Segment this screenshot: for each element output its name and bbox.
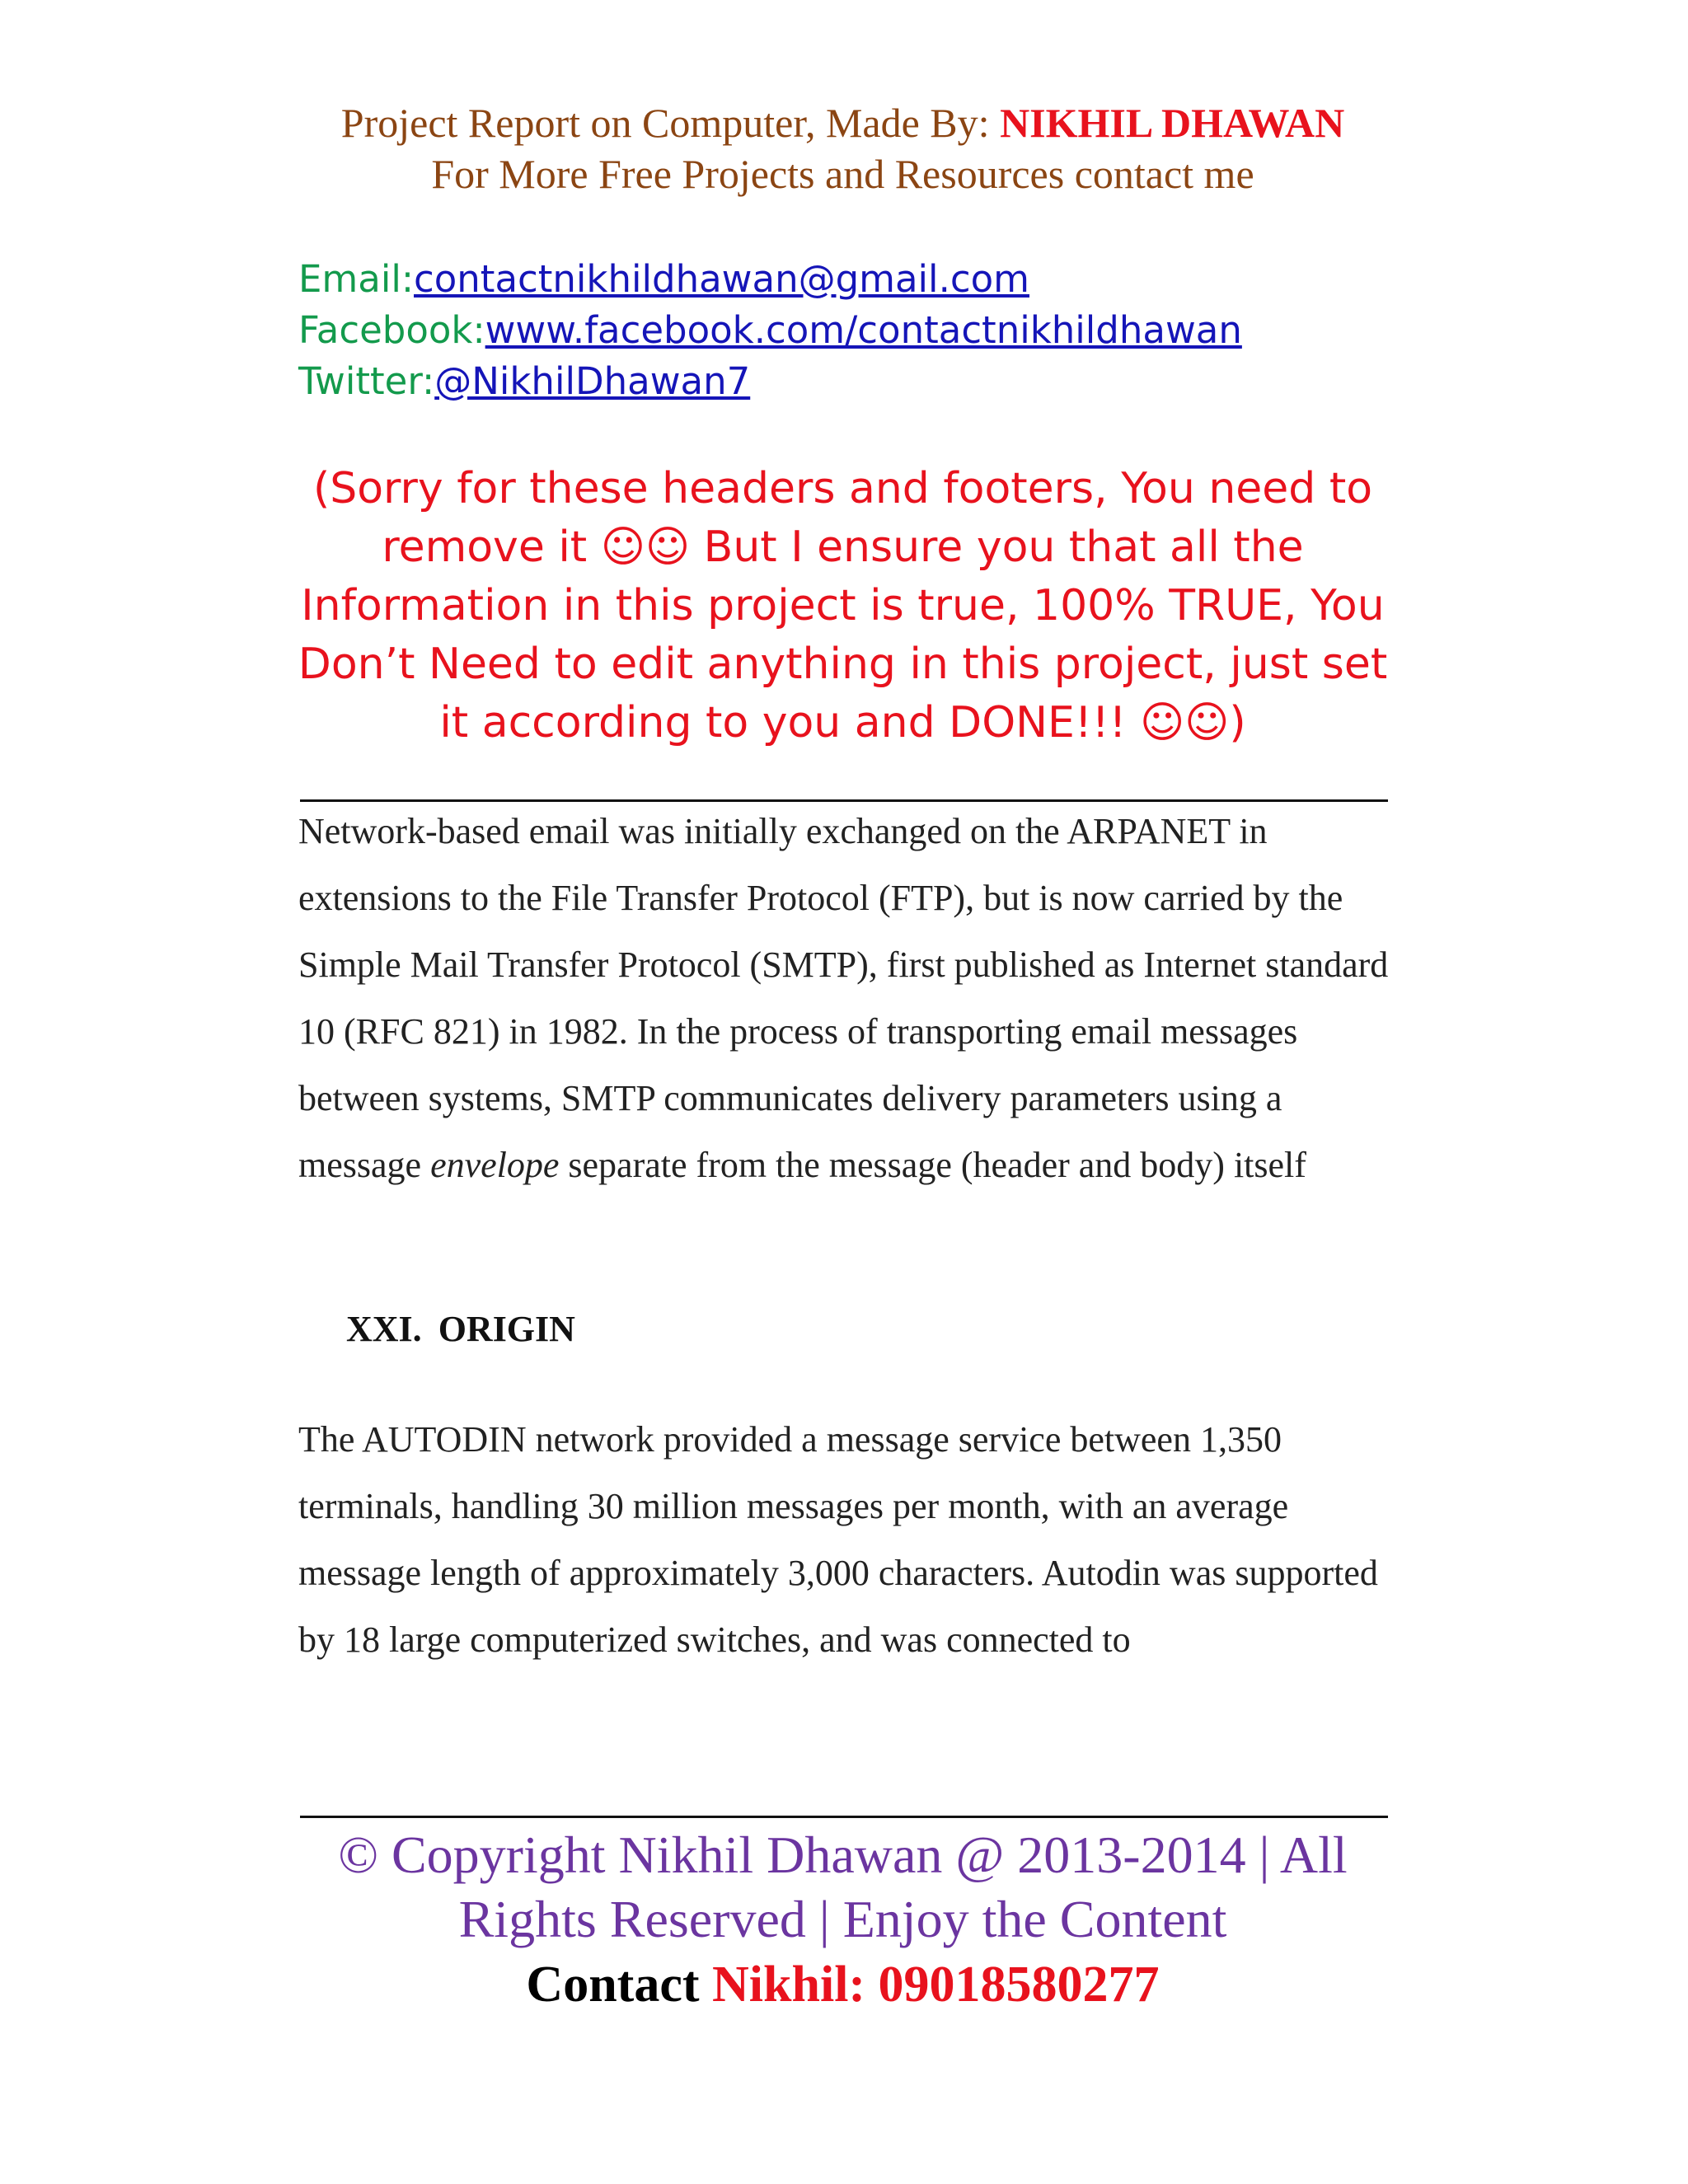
contact-phone: Nikhil: 09018580277 (712, 1957, 1160, 2013)
contact-line (288, 1952, 1397, 2018)
paragraph-1-text-end: separate from the message (header and body) itself (559, 1145, 1306, 1185)
email-label: Email: (298, 257, 415, 301)
twitter-row (298, 356, 1390, 407)
copyright-text: © Copyright Nikhil Dhawan @ 2013-2014 | All Rights Reserved | Enjoy the Content (338, 1825, 1348, 1948)
contact-block (298, 254, 1390, 407)
header-line-1 (297, 97, 1389, 148)
section-title: ORIGIN (438, 1309, 575, 1349)
twitter-link[interactable]: @NikhilDhawan7 (434, 359, 751, 403)
facebook-label: Facebook: (298, 308, 485, 352)
paragraph-1-text: Network-based email was initially exchanged on the ARPANET in extensions to the File Transfer Protocol (FTP), but is now carried by the Simple Mail Transfer Protocol (SMTP), first published as Internet standard 10 (RFC 821) in 1982. In the process of transporting email messages between systems, SMTP communicates delivery parameters using a message (298, 811, 1389, 1185)
section-number: XXI. (346, 1309, 422, 1349)
facebook-row (298, 305, 1390, 356)
page-footer (288, 1823, 1397, 2018)
paragraph-1-emphasis: envelope (430, 1145, 560, 1185)
author-name: NIKHIL DHAWAN (1000, 100, 1345, 146)
notice-text: (Sorry for these headers and footers, You need to remove it ☺☺ But I ensure you that all the Information in this project is true, 100% TRUE, You Don’t Need to edit anything in this project, just set it according to you and DONE!!! ☺☺) (298, 464, 1388, 748)
footer-divider (300, 1816, 1388, 1818)
section-heading (346, 1308, 575, 1350)
facebook-link[interactable]: www.facebook.com/contactnikhildhawan (485, 308, 1242, 352)
page-header (297, 97, 1389, 199)
contact-label: Contact (526, 1957, 712, 2013)
twitter-label: Twitter: (298, 359, 435, 403)
header-line-2: For More Free Projects and Resources contact me (431, 151, 1254, 197)
paragraph-1 (298, 798, 1395, 1198)
email-link[interactable]: contactnikhildhawan@gmail.com (414, 257, 1029, 301)
email-row (298, 254, 1390, 305)
paragraph-2: The AUTODIN network provided a message service between 1,350 terminals, handling 30 million messages per month, with an average message length of approximately 3,000 characters. Autodin was supported by 18 large computerized switches, and was connected to (298, 1419, 1378, 1660)
header-title: Project Report on Computer, Made By: (340, 100, 1001, 146)
